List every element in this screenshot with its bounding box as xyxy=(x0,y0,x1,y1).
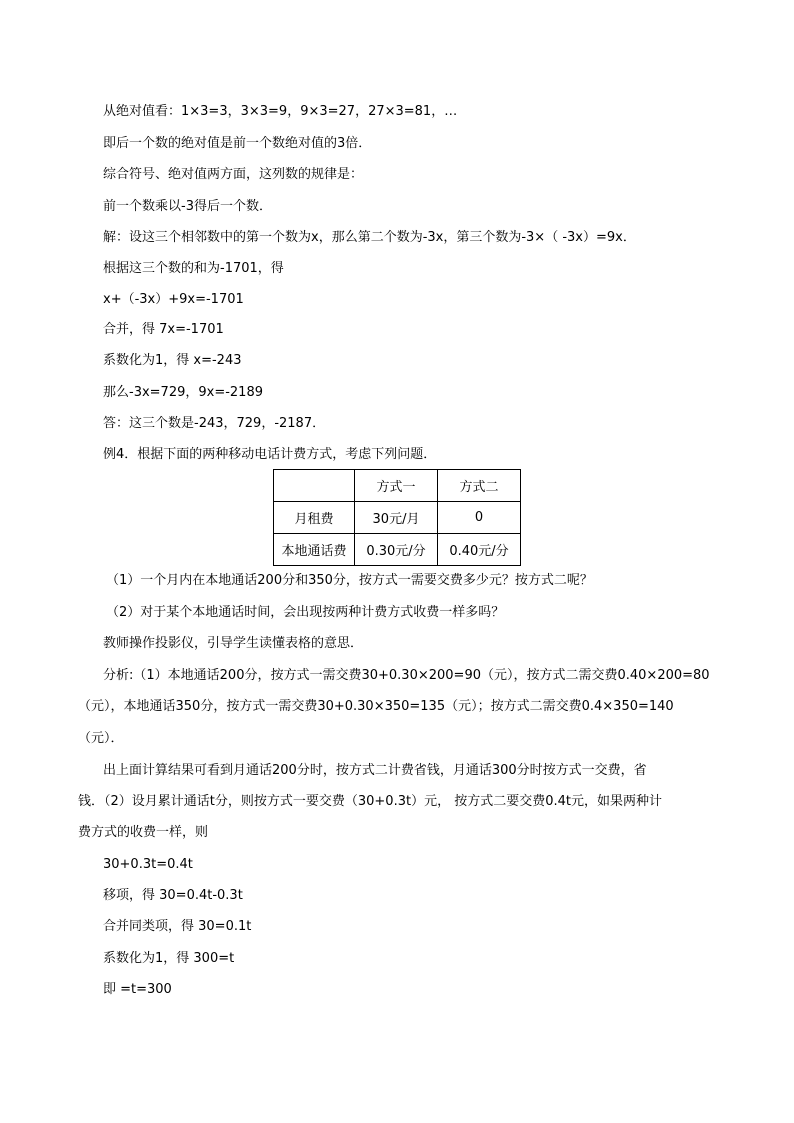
equation-line: 30+0.3t=0.4t xyxy=(103,857,193,872)
paragraph-line: 出上面计算结果可看到月通话200分时，按方式二计费省钱，月通话300分时按方式一交费，省 xyxy=(103,763,647,778)
text-line: 解：设这三个相邻数中的第一个数为x，那么第二个数为-3x，第三个数为-3×（ -3x）=9x． xyxy=(103,230,636,245)
example-heading: 例4．根据下面的两种移动电话计费方式，考虑下列问题． xyxy=(103,447,437,462)
fee-table xyxy=(273,469,521,566)
table-header-row xyxy=(274,470,521,502)
table-row xyxy=(274,502,521,534)
text-line: 系数化为1，得 x=-243 xyxy=(103,353,242,368)
paragraph-line: 费方式的收费一样，则 xyxy=(78,825,209,840)
table-cell: 0 xyxy=(438,502,521,534)
table-cell xyxy=(274,470,355,502)
table-cell: 本地通话费 xyxy=(274,534,355,566)
analysis-line: 分析:（1）本地通话200分，按方式一需交费30+0.30×200=90（元），按方式二需交费0.40×200=80 xyxy=(103,668,710,683)
table-cell: 0.40元/分 xyxy=(438,534,521,566)
text-line: 即后一个数的绝对值是前一个数绝对值的3倍． xyxy=(103,136,372,151)
text-line: 前一个数乘以-3得后一个数． xyxy=(103,199,272,214)
equation-line: 系数化为1，得 300=t xyxy=(103,951,235,966)
table-cell: 方式一 xyxy=(355,470,438,502)
table-cell: 0.30元/分 xyxy=(355,534,438,566)
analysis-line: （元），本地通话350分，按方式一需交费30+0.30×350=135（元）；按方式二需交费0.4×350=140 xyxy=(78,699,674,714)
text-line: 教师操作投影仪，引导学生读懂表格的意思． xyxy=(103,636,364,651)
equation-line: 移项，得 30=0.4t-0.3t xyxy=(103,888,243,903)
table-cell: 方式二 xyxy=(438,470,521,502)
question-line: （1）一个月内在本地通话200分和350分，按方式一需要交费多少元？按方式二呢？ xyxy=(106,573,593,588)
text-line: 根据这三个数的和为-1701，得 xyxy=(103,261,284,276)
text-line: 那么-3x=729，9x=-2189 xyxy=(103,385,263,400)
paragraph-line: 钱．（2）设月累计通话t分，则按方式一要交费（30+0.3t）元， 按方式二要交费0.4t元，如果两种计 xyxy=(78,794,662,809)
equation-line: 即 =t=300 xyxy=(103,982,172,997)
text-line: 从绝对值看：1×3=3，3×3=9，9×3=27，27×3=81，… xyxy=(103,104,458,119)
question-line: （2）对于某个本地通话时间，会出现按两种计费方式收费一样多吗？ xyxy=(106,605,505,620)
table-row xyxy=(274,534,521,566)
table-cell: 月租费 xyxy=(274,502,355,534)
table-cell: 30元/月 xyxy=(355,502,438,534)
answer-line: 答：这三个数是-243，729，-2187． xyxy=(103,416,326,431)
text-line: 综合符号、绝对值两方面，这列数的规律是： xyxy=(103,167,364,182)
equation-line: 合并同类项，得 30=0.1t xyxy=(103,919,252,934)
analysis-line: （元）． xyxy=(78,731,124,746)
equation-line: x+（-3x）+9x=-1701 xyxy=(103,292,244,307)
text-line: 合并，得 7x=-1701 xyxy=(103,322,224,337)
